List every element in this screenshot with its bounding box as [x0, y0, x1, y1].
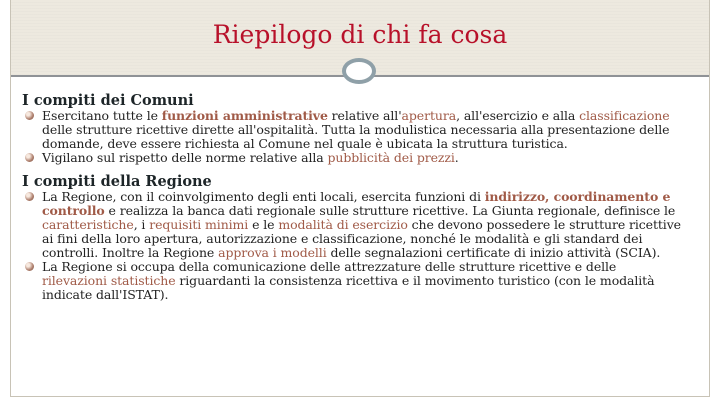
section-comuni [22, 92, 682, 165]
slide-content [22, 92, 682, 302]
text-run: Vigilano sul rispetto delle norme relative alla [42, 150, 328, 165]
text-run: Esercitano tutte le [42, 108, 162, 123]
bullet-icon [25, 192, 34, 201]
highlighted-term: requisiti minimi [149, 217, 249, 232]
highlighted-term: rilevazioni statistiche [42, 273, 176, 288]
section-heading-comuni: I compiti dei Comuni [22, 92, 194, 109]
section-heading-regione: I compiti della Regione [22, 173, 212, 190]
text-run: che devono possedere le strutture ricettive ai fini della loro apertura, autorizzazione e classificazione, nonché le modalità e gli standard dei controlli. Inoltre la Regione [42, 217, 681, 260]
highlighted-term: approva i modelli [218, 245, 327, 260]
text-run: e le [248, 217, 279, 232]
list-item [22, 151, 682, 165]
text-run: . [454, 150, 459, 165]
section-regione [22, 173, 682, 302]
text-run: , all'esercizio e alla [456, 108, 580, 123]
list-item [22, 260, 682, 302]
text-run: e realizza la banca dati regionale sulle strutture ricettive. La Giunta regionale, definisce le [104, 203, 676, 218]
highlighted-term: classificazione [579, 108, 670, 123]
bullet-list-comuni [22, 109, 682, 165]
highlighted-term: indirizzo, coordinamento e controllo [42, 189, 671, 218]
text-run: La Regione si occupa della comunicazione delle attrezzature delle strutture ricettive e delle [42, 259, 617, 274]
bullet-icon [25, 111, 34, 120]
highlighted-term: modalità di esercizio [278, 217, 408, 232]
text-run: La Regione, con il coinvolgimento degli enti locali, esercita funzioni di [42, 189, 485, 204]
text-run: delle strutture ricettive dirette all'ospitalità. Tutta la modulistica necessaria alla presentazione delle domande, deve essere richiesta al Comune nel quale è ubicata la struttura turistica. [42, 122, 670, 151]
text-run: , i [133, 217, 150, 232]
list-item [22, 109, 682, 151]
highlighted-term: pubblicità dei prezzi [327, 150, 455, 165]
bullet-list-regione [22, 190, 682, 302]
bullet-icon [25, 153, 34, 162]
ring-ornament-icon [342, 58, 376, 84]
text-run: relative all' [327, 108, 402, 123]
highlighted-term: caratteristiche [42, 217, 134, 232]
slide-title: Riepilogo di chi fa cosa [212, 20, 508, 49]
highlighted-term: apertura [401, 108, 457, 123]
bullet-icon [25, 262, 34, 271]
highlighted-term: funzioni amministrative [161, 108, 328, 123]
text-run: riguardanti la consistenza ricettiva e il movimento turistico (con le modalità indicate dall'ISTAT). [42, 273, 655, 302]
text-run: delle segnalazioni certificate di inizio attività (SCIA). [326, 245, 661, 260]
list-item [22, 190, 682, 260]
